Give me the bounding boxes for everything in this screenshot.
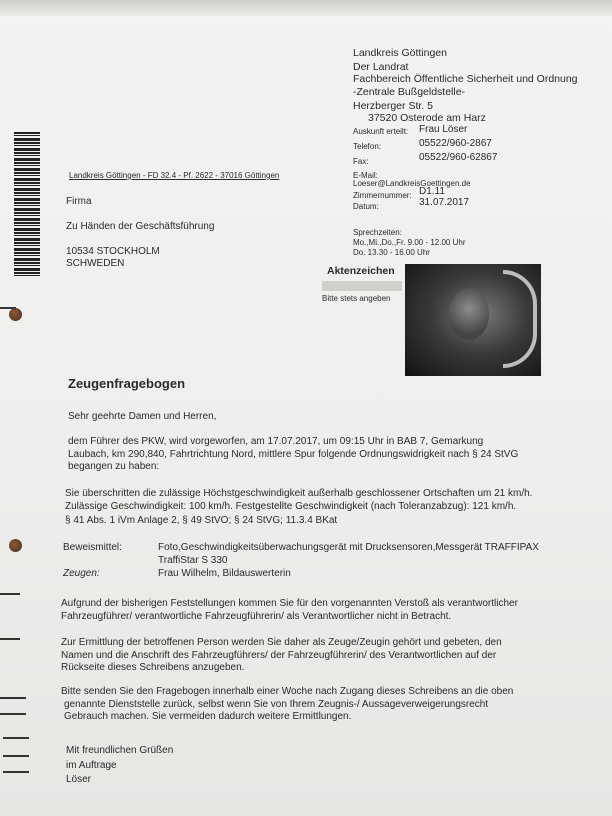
authority-line: Der Landrat — [353, 61, 409, 73]
punch-hole-top — [9, 308, 22, 321]
para4-line: Namen und die Anschrift des Fahrzeugführers/ der Fahrzeugführerin/ des Verantwortlichen auf der — [61, 650, 497, 661]
steering-wheel — [503, 270, 537, 368]
authority-line: 37520 Osterode am Harz — [368, 112, 486, 124]
closing-line: im Auftrage — [66, 760, 117, 771]
closing-line: Mit freundlichen Grüßen — [66, 745, 174, 756]
auskunft-value: Frau Löser — [419, 124, 468, 135]
fold-mark — [0, 697, 26, 699]
para4-line: Zur Ermittlung der betroffenen Person werden Sie daher als Zeuge/Zeugin gehört und gebeten, den — [61, 637, 502, 648]
sprechzeiten-line: Mo.,Mi.,Do.,Fr. 9.00 - 12.00 Uhr — [353, 238, 466, 247]
closing-line: Löser — [66, 774, 92, 785]
fold-mark — [0, 638, 20, 640]
page-title: Zeugenfragebogen — [68, 376, 186, 391]
zeugen-value: Frau Wilhelm, Bildauswerterin — [158, 568, 291, 579]
authority-line: -Zentrale Bußgeldstelle- — [353, 86, 466, 98]
authority-line: Landkreis Göttingen — [353, 47, 447, 59]
bitte-angeben: Bitte stets angeben — [322, 294, 391, 303]
sprechzeiten-label: Sprechzeiten: — [353, 228, 402, 237]
datum-label: Datum: — [353, 202, 379, 211]
beweismittel-line: Foto,Geschwindigkeitsüberwachungsgerät mit Drucksensoren,Messgerät TRAFFIPAX — [158, 542, 539, 553]
greeting: Sehr geehrte Damen und Herren, — [68, 411, 217, 422]
beweismittel-line: TraffiStar S 330 — [158, 555, 228, 566]
sender-line: Landkreis Göttingen - FD 32.4 - Pf. 2622 - 37016 Göttingen — [69, 171, 280, 180]
email-label: E-Mail: — [353, 171, 378, 180]
datum-value: 31.07.2017 — [419, 197, 470, 208]
para2-line: Sie überschritten die zulässige Höchstgeschwindigkeit außerhalb geschlossener Ortschaften um 21 km/h. — [65, 488, 533, 499]
fold-mark — [3, 771, 29, 773]
authority-line: Herzberger Str. 5 — [353, 100, 433, 112]
para1-line: Laubach, km 290,840, Fahrtrichtung Nord, mittlere Spur folgende Ordnungswidrigkeit nach § 24 StVG — [68, 449, 519, 460]
driver-face — [449, 288, 489, 340]
para5-line: genannte Dienststelle zurück, selbst wenn Sie von Ihrem Zeugnis-/ Aussageverweigerungsrecht — [64, 699, 489, 710]
fold-mark — [3, 755, 29, 757]
para3-line: Aufgrund der bisherigen Feststellungen kommen Sie für den vorgenannten Verstoß als verantwortlicher — [61, 598, 518, 609]
barcode — [14, 132, 40, 278]
fold-mark — [3, 737, 29, 739]
para4-line: Rückseite dieses Schreibens anzugeben. — [61, 662, 245, 673]
recipient-line: SCHWEDEN — [66, 258, 125, 269]
fax-value: 05522/960-62867 — [419, 152, 498, 163]
para5-line: Gebrauch machen. Sie vermeiden dadurch weitere Ermittlungen. — [64, 711, 352, 722]
sprechzeiten-line: Do. 13.30 - 16.00 Uhr — [353, 248, 430, 257]
para2-line: Zulässige Geschwindigkeit: 100 km/h. Festgestellte Geschwindigkeit (nach Toleranzabzug): 121 km/h. — [65, 501, 517, 512]
redacted-file-number — [322, 281, 402, 291]
beweismittel-label: Beweismittel: — [63, 542, 122, 553]
fold-mark — [0, 593, 20, 595]
zeugen-label: Zeugen: — [63, 568, 100, 579]
fax-label: Fax: — [353, 157, 369, 166]
recipient-line: Firma — [66, 196, 92, 207]
paper-fold — [0, 0, 612, 16]
para1-line: dem Führer des PKW, wird vorgeworfen, am 17.07.2017, um 09:15 Uhr in BAB 7, Gemarkung — [68, 436, 484, 447]
recipient-line: Zu Händen der Geschäftsführung — [66, 221, 215, 232]
telefon-label: Telefon: — [353, 142, 382, 151]
auskunft-label: Auskunft erteilt: — [353, 127, 409, 136]
driver-photo — [405, 264, 541, 376]
zimmer-label: Zimmernummer: — [353, 191, 412, 200]
para3-line: Fahrzeugführer/ verantwortliche Fahrzeugführerin/ als Verantwortlicher nicht in Betracht. — [61, 611, 452, 622]
aktenzeichen-label: Aktenzeichen — [327, 265, 395, 277]
email-value: Loeser@LandkreisGoettingen.de — [353, 179, 471, 188]
para5-line: Bitte senden Sie den Fragebogen innerhalb einer Woche nach Zugang dieses Schreibens an die oben — [61, 686, 514, 697]
authority-line: Fachbereich Öffentliche Sicherheit und Ordnung — [353, 73, 578, 85]
para2-line: § 41 Abs. 1 iVm Anlage 2, § 49 StVO; § 24 StVG; 11.3.4 BKat — [65, 515, 338, 526]
punch-hole-bottom — [9, 539, 22, 552]
fold-mark — [0, 713, 26, 715]
zimmer-value: D1.11 — [419, 186, 445, 197]
para1-line: begangen zu haben: — [68, 461, 160, 472]
telefon-value: 05522/960-2867 — [419, 138, 492, 149]
recipient-line: 10534 STOCKHOLM — [66, 246, 160, 257]
fold-mark — [0, 307, 16, 309]
